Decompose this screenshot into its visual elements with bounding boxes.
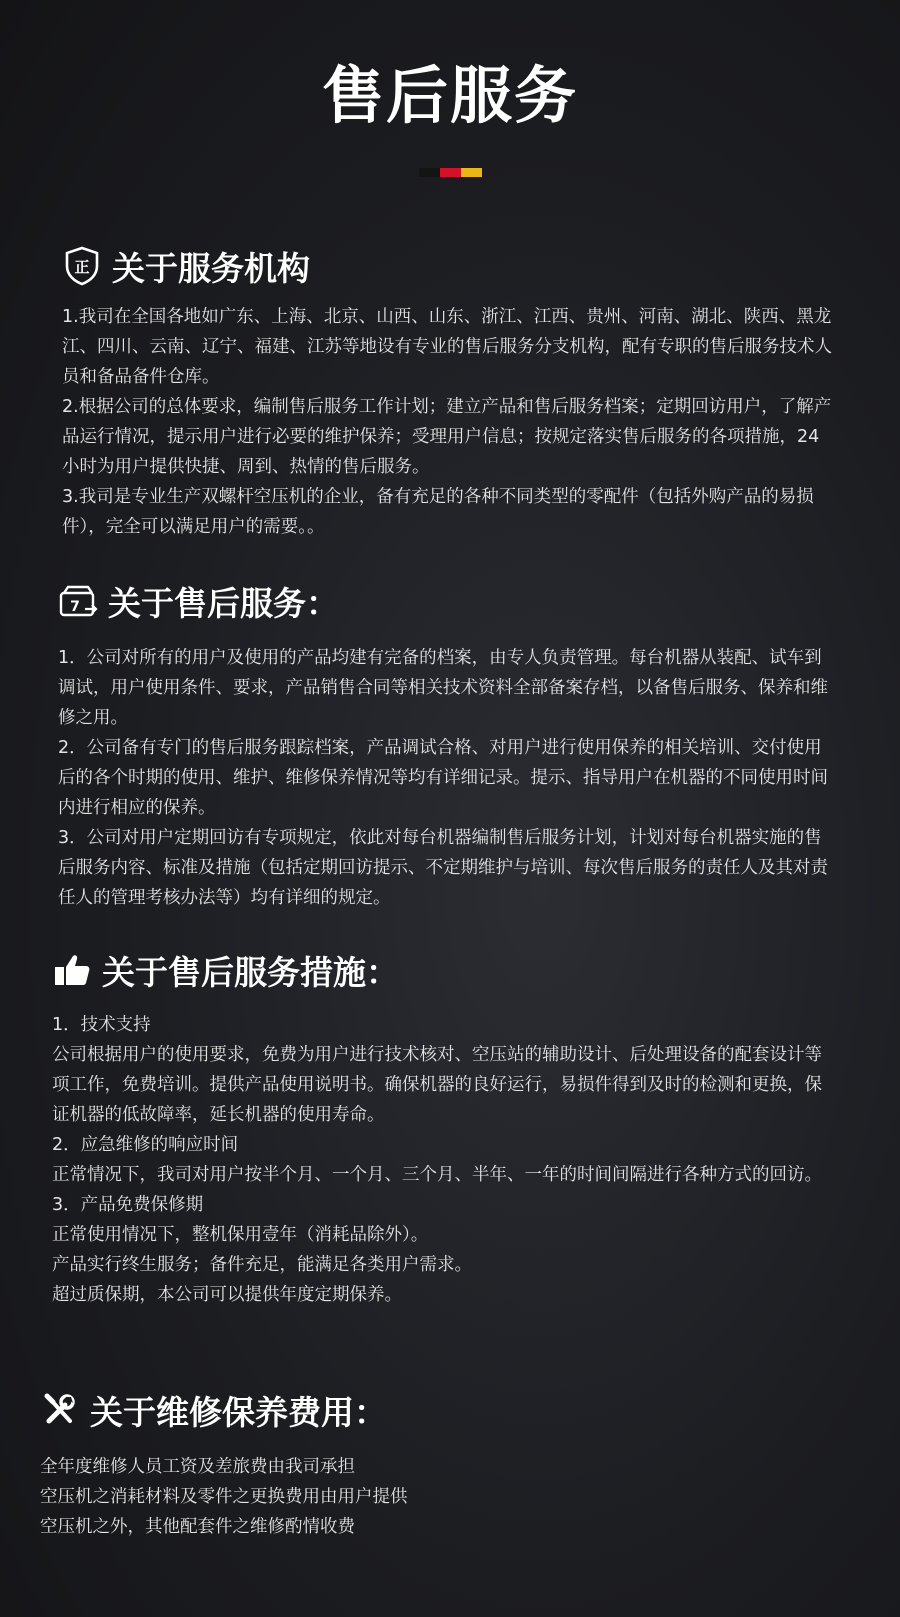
tricolor-divider — [419, 168, 482, 177]
wrench-screwdriver-icon — [40, 1390, 80, 1430]
paragraph: 2．公司备有专门的售后服务跟踪档案，产品调试合格、对用户进行使用保养的相关培训、交付使用后的各个时期的使用、维护、维修保养情况等均有详细记录。提示、指导用户在机器的不同使用时间内进行相应的保养。 — [58, 738, 828, 818]
page-title: 售后服务 — [321, 59, 578, 132]
paragraph: 全年度维修人员工资及差旅费由我司承担 — [40, 1457, 355, 1477]
paragraph: 1．公司对所有的用户及使用的产品均建有完备的档案，由专人负责管理。每台机器从装配、试车到调试，用户使用条件、要求，产品销售合同等相关技术资料全部备案存档，以备售后服务、保养和维修之用。 — [58, 648, 828, 728]
thumbs-up-icon — [52, 950, 92, 990]
paragraph: 1.我司在全国各地如广东、上海、北京、山西、山东、浙江、江西、贵州、河南、湖北、陕西、黑龙江、四川、云南、辽宁、福建、江苏等地设有专业的售后服务分支机构，配有专职的售后服务技术人员和备品备件仓库。 — [62, 307, 832, 387]
section-body — [62, 302, 834, 542]
tricolor-black — [419, 168, 440, 177]
paragraph: 3.我司是专业生产双螺杆空压机的企业，备有充足的各种不同类型的零配件（包括外购产品的易损件），完全可以满足用户的需要。。 — [62, 487, 814, 537]
section-heading: 关于维修保养费用： — [90, 1392, 387, 1432]
tricolor-yellow — [461, 168, 482, 177]
section-header — [52, 946, 838, 994]
svg-text:正: 正 — [74, 258, 90, 276]
section-heading: 关于售后服务： — [108, 583, 339, 623]
tricolor-red — [440, 168, 461, 177]
paragraph: 3．公司对用户定期回访有专项规定，依此对每台机器编制售后服务计划，计划对每台机器实施的售后服务内容、标准及措施（包括定期回访提示、不定期维护与培训、每次售后服务的责任人及其对责任人的管理考核办法等）均有详细的规定。 — [58, 828, 828, 908]
paragraph: 公司根据用户的使用要求，免费为用户进行技术核对、空压站的辅助设计、后处理设备的配套设计等项工作，免费培训。提供产品使用说明书。确保机器的良好运行，易损件得到及时的检测和更换，保证机器的低故障率，延长机器的使用寿命。 — [52, 1045, 822, 1125]
section-header — [58, 577, 834, 625]
paragraph: 空压机之外，其他配套件之维修酌情收费 — [40, 1517, 355, 1537]
paragraph: 2．应急维修的响应时间 — [52, 1135, 239, 1155]
section-body — [40, 1452, 830, 1542]
section-body — [52, 1010, 838, 1310]
section-heading: 关于服务机构 — [112, 248, 310, 288]
paragraph: 空压机之消耗材料及零件之更换费用由用户提供 — [40, 1487, 408, 1507]
zheng-shield-icon — [62, 246, 102, 286]
paragraph: 正常情况下，我司对用户按半个月、一个月、三个月、半年、一年的时间间隔进行各种方式的回访。 — [52, 1165, 822, 1185]
section-heading: 关于售后服务措施： — [102, 952, 399, 992]
section-after-sales — [58, 577, 834, 913]
paragraph: 3．产品免费保修期 — [52, 1195, 204, 1215]
section-service-organization — [62, 242, 834, 542]
svg-text:7: 7 — [70, 599, 80, 615]
section-header — [62, 242, 834, 290]
paragraph: 超过质保期，本公司可以提供年度定期保养。 — [52, 1285, 402, 1305]
section-header — [40, 1386, 830, 1434]
paragraph: 2.根据公司的总体要求，编制售后服务工作计划；建立产品和售后服务档案；定期回访用户，了解产品运行情况，提示用户进行必要的维护保养；受理用户信息；按规定落实售后服务的各项措施，24小时为用户提供快捷、周到、热情的售后服务。 — [62, 397, 832, 477]
section-service-measures — [52, 946, 838, 1310]
paragraph: 1．技术支持 — [52, 1015, 151, 1035]
section-maintenance-fees — [40, 1386, 830, 1542]
paragraph: 正常使用情况下，整机保用壹年（消耗品除外）。 — [52, 1225, 429, 1245]
section-body — [58, 643, 834, 913]
paragraph: 产品实行终生服务；备件充足，能满足各类用户需求。 — [52, 1255, 472, 1275]
seven-day-box-icon — [58, 581, 98, 621]
